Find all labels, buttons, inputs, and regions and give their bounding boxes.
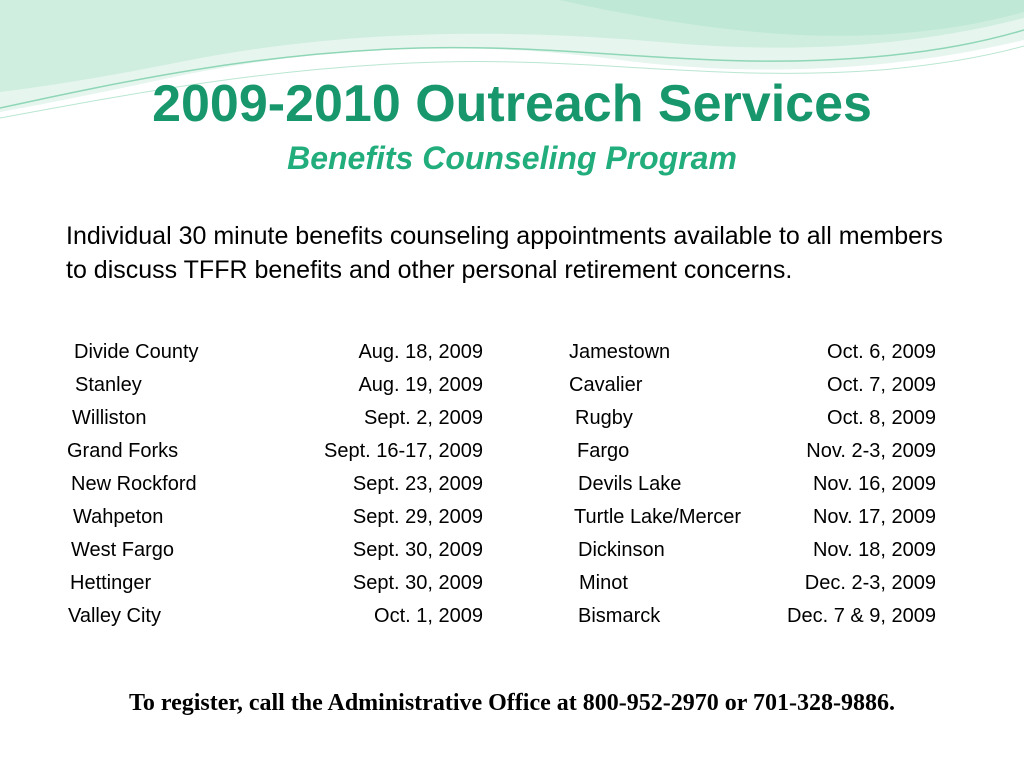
schedule-date: Aug. 18, 2009 bbox=[358, 341, 483, 363]
schedule-row bbox=[0, 336, 1024, 369]
schedule-date: Sept. 2, 2009 bbox=[364, 407, 483, 429]
schedule-location: Dickinson bbox=[578, 539, 665, 561]
intro-paragraph: Individual 30 minute benefits counseling appointments available to all members to discuss TFFR benefits and other personal retirement concerns. bbox=[66, 222, 943, 284]
schedule-date: Oct. 6, 2009 bbox=[827, 341, 936, 363]
schedule-location: Fargo bbox=[577, 440, 630, 462]
registration-footer: To register, call the Administrative Office at 800-952-2970 or 701-328-9886. bbox=[129, 690, 895, 716]
schedule-date: Sept. 29, 2009 bbox=[352, 506, 483, 528]
slide-title: 2009-2010 Outreach Services bbox=[152, 75, 872, 133]
schedule-location: Williston bbox=[72, 407, 147, 429]
schedule-location: Jamestown bbox=[569, 341, 671, 363]
schedule-row bbox=[0, 369, 1024, 402]
schedule-location: Devils Lake bbox=[578, 473, 682, 495]
schedule-location: Stanley bbox=[75, 374, 142, 396]
schedule-date: Oct. 8, 2009 bbox=[827, 407, 936, 429]
schedule-location: Rugby bbox=[575, 407, 633, 429]
schedule-location: Turtle Lake/Mercer bbox=[574, 506, 742, 528]
schedule-location: Divide County bbox=[74, 341, 199, 363]
schedule-date: Nov. 2-3, 2009 bbox=[806, 440, 936, 462]
schedule-date: Aug. 19, 2009 bbox=[358, 374, 483, 396]
schedule-row bbox=[0, 534, 1024, 567]
schedule-date: Sept. 30, 2009 bbox=[352, 572, 483, 594]
schedule-location: Grand Forks bbox=[67, 440, 179, 462]
schedule-date: Sept. 16-17, 2009 bbox=[323, 440, 483, 462]
schedule-row bbox=[0, 402, 1024, 435]
schedule-row bbox=[0, 567, 1024, 600]
schedule-date: Sept. 30, 2009 bbox=[352, 539, 483, 561]
schedule-location: Hettinger bbox=[70, 572, 152, 594]
schedule-row bbox=[0, 600, 1024, 633]
schedule-row bbox=[0, 501, 1024, 534]
schedule-date: Sept. 23, 2009 bbox=[352, 473, 483, 495]
schedule-location: Bismarck bbox=[578, 605, 661, 627]
schedule-location: Minot bbox=[579, 572, 628, 594]
schedule-location: Wahpeton bbox=[73, 506, 164, 528]
schedule-row bbox=[0, 435, 1024, 468]
schedule-row bbox=[0, 468, 1024, 501]
schedule-date: Oct. 7, 2009 bbox=[827, 374, 936, 396]
schedule-date: Oct. 1, 2009 bbox=[374, 605, 483, 627]
schedule-date: Nov. 16, 2009 bbox=[812, 473, 936, 495]
schedule-location: West Fargo bbox=[71, 539, 174, 561]
schedule-location: Valley City bbox=[68, 605, 161, 627]
schedule-date: Dec. 7 & 9, 2009 bbox=[787, 605, 936, 627]
schedule-date: Nov. 18, 2009 bbox=[812, 539, 936, 561]
schedule-date: Nov. 17, 2009 bbox=[812, 506, 936, 528]
slide-subtitle: Benefits Counseling Program bbox=[287, 140, 737, 176]
schedule-location: Cavalier bbox=[569, 374, 643, 396]
schedule-date: Dec. 2-3, 2009 bbox=[804, 572, 936, 594]
schedule-location: New Rockford bbox=[71, 473, 197, 495]
